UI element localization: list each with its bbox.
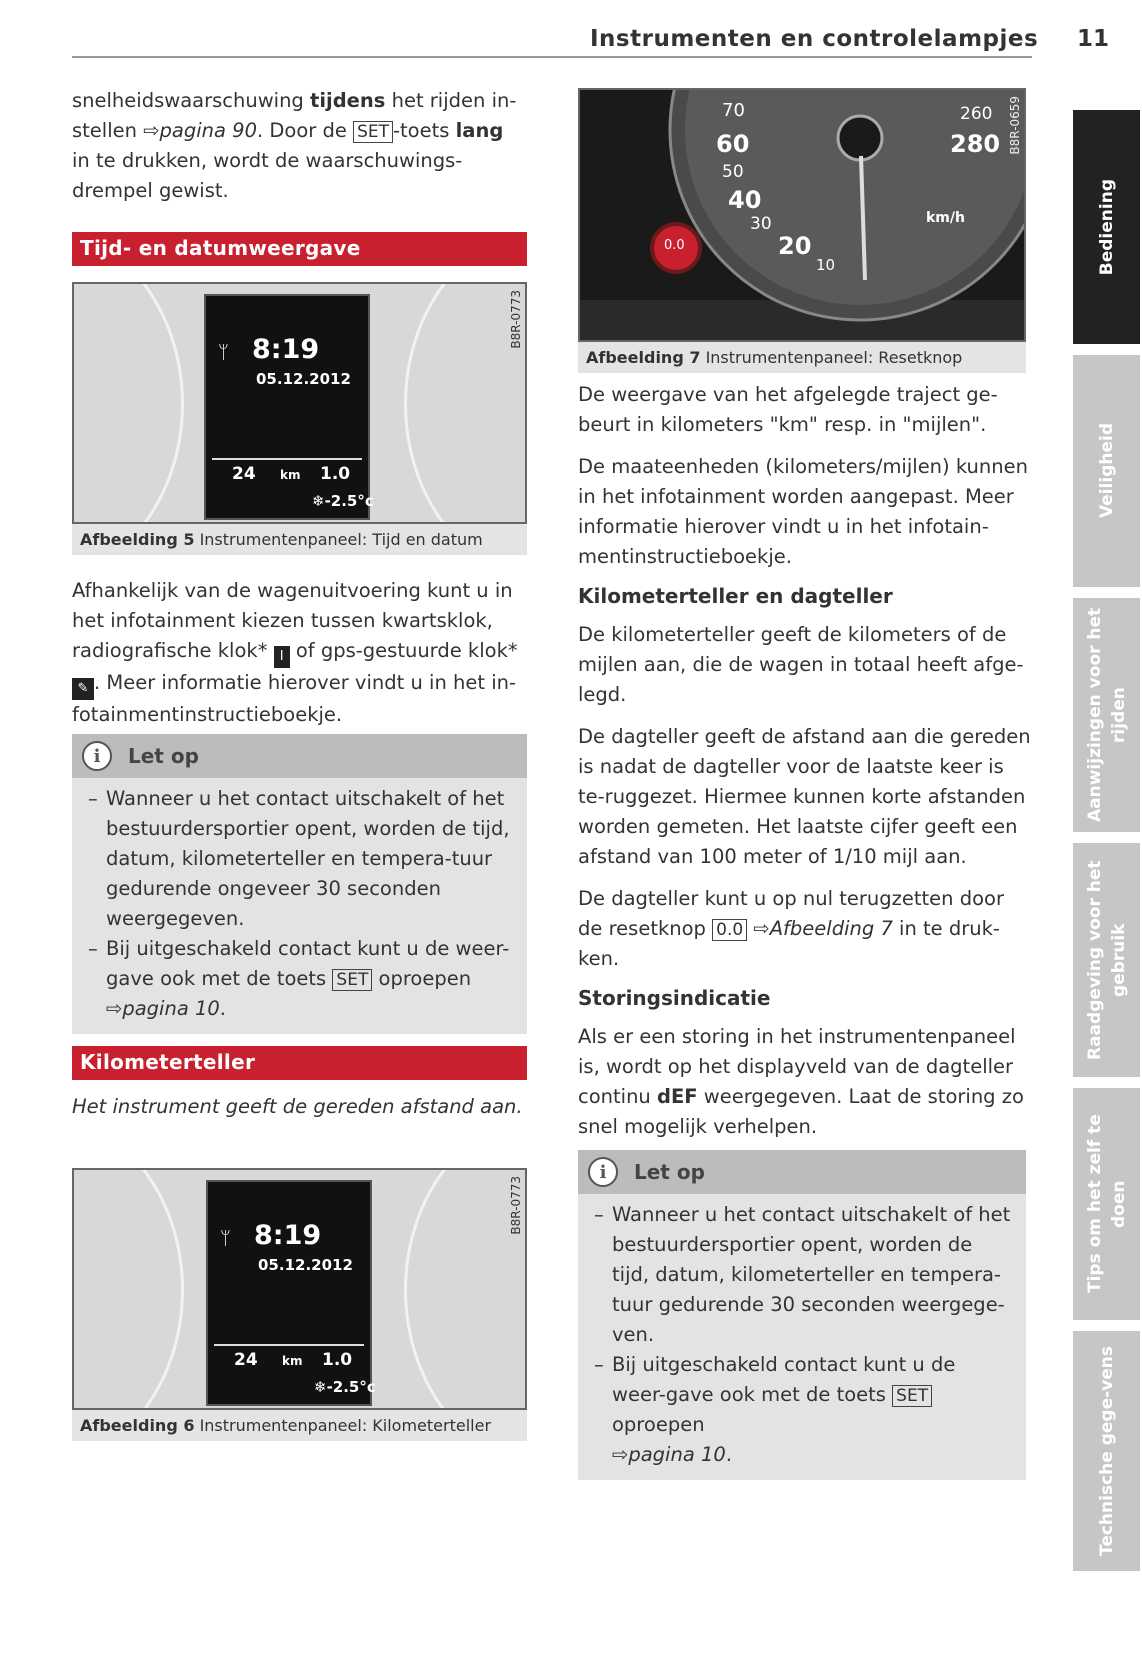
side-tab-tips[interactable]: Tips om het zelf te doen [1073,1088,1140,1320]
figure-code: B8R-0773 [509,290,523,349]
arrow-icon: ⇨ [143,119,160,142]
info-icon: i [588,1157,618,1187]
note-header [578,1150,1026,1194]
figure-5 [72,282,527,555]
left-column [72,86,527,218]
note-item: – Bij uitgeschakeld contact kunt u de weer-gave ook met de toets SET oproepen ⇨pagina 10. [88,937,510,1020]
figure-5-image [72,282,527,524]
side-tab-bediening[interactable]: Bediening [1073,110,1140,344]
note-item: – Bij uitgeschakeld contact kunt u de weer-gave ook met de toets SET oproepen ⇨pagina 10. [594,1353,956,1466]
info-icon: i [82,741,112,771]
heading-kilometerteller-dagteller: Kilometerteller en dagteller [578,584,893,608]
note-item: – Wanneer u het contact uitschakelt of het bestuurdersportier opent, worden de tijd, datum, kilometerteller en tempera-tuur gedurende ongeveer 30 seconden weergegeven. [88,787,510,930]
note-title: Let op [634,1160,705,1184]
display-divider [214,1344,364,1346]
display-distance: 1.0 [322,1350,353,1370]
clock-paragraph: Afhankelijk van de wagenuitvoering kunt u in het infotainment kiezen tussen kwartsklok, radiografische klok* I of gps-gestuurde klok* ✎ . Meer informatie hierover vindt u in het in-fotainmentinstructieboekje. [72,579,518,726]
note-box-left [72,734,527,1034]
arrow-icon: ⇨ [106,997,123,1020]
paragraph-dagteller: De dagteller geeft de afstand aan die gereden is nadat de dagteller voor de laatste keer is te-ruggezet. Hiermee kunnen korte afstanden worden gemeten. Het laatste cijfer geeft een afstand van 100 meter of 1/10 mijl aan. [578,725,1031,868]
speed-tick-label: 50 [722,162,744,182]
display-temperature: ❄-2.5°c [312,492,374,510]
driver-info-display [204,294,374,520]
display-trip: 24 [232,464,256,484]
note-item: – Wanneer u het contact uitschakelt of het bestuurdersportier opent, worden de tijd, datum, kilometerteller en tempera-tuur gedurende 30 seconden weergege-ven. [594,1203,1011,1346]
paragraph-storing: Als er een storing in het instrumentenpaneel is, wordt op het displayveld van de dagteller continu dEF weergegeven. Laat de storing zo snel mogelijk verhelpen. [578,1025,1024,1138]
display-date: 05.12.2012 [256,370,351,388]
set-key-label: SET [353,121,393,143]
left-gauge-arc [72,1168,184,1410]
speed-tick-label: 70 [722,100,745,121]
figure-link[interactable]: Afbeelding 7 [769,917,893,940]
display-divider [212,458,362,460]
paragraph-km-mijlen: De weergave van het afgelegde traject ge-beurt in kilometers "km" resp. in "mijlen". [578,383,998,436]
display-date: 05.12.2012 [258,1256,353,1274]
section-lead: Het instrument geeft de gereden afstand aan. [72,1095,523,1118]
antenna-icon: ᛘ [218,342,229,363]
reset-key-label: 0.0 [712,919,747,941]
figure-6-image [72,1168,527,1410]
figure-7 [578,88,1026,373]
side-tab-veiligheid[interactable]: Veiligheid [1073,355,1140,587]
paragraph-kilometerteller: De kilometerteller geeft de kilometers of de mijlen aan, die de wagen in totaal heeft afge-legd. [578,623,1024,706]
speed-tick-label: 280 [950,130,1001,158]
side-tab-technische-gegevens[interactable]: Technische gege-vens [1073,1331,1140,1571]
display-trip: 24 [234,1350,258,1370]
paragraph-resetknop: De dagteller kunt u op nul terugzetten door de resetknop 0.0 ⇨Afbeelding 7 in te druk-ken. [578,887,1004,970]
note-box-right [578,1150,1026,1480]
page-link[interactable]: pagina 10 [628,1443,726,1466]
section-title-kilometerteller: Kilometerteller [72,1046,527,1080]
gps-clock-icon: ✎ [72,678,94,700]
running-header-title: Instrumenten en controlelampjes [590,26,1039,52]
display-unit: km [280,468,301,482]
page-link[interactable]: pagina 90 [159,119,257,142]
left-gauge-arc [72,282,184,524]
figure-5-caption: Afbeelding 5 Instrumentenpaneel: Tijd en datum [72,524,527,555]
arrow-icon: ⇨ [612,1443,629,1466]
section-title-tijd-datum: Tijd- en datumweergave [72,232,527,266]
display-distance: 1.0 [320,464,351,484]
side-tab-aanwijzingen[interactable]: Aanwijzingen voor het rijden [1073,598,1140,832]
page-number: 11 [1077,26,1110,52]
speed-tick-label: 40 [728,186,762,214]
set-key-label: SET [892,1385,932,1407]
side-tab-raadgeving[interactable]: Raadgeving voor het gebruik [1073,843,1140,1077]
right-text-column [578,380,1033,1154]
speed-tick-label: 20 [778,232,812,260]
figure-7-image [578,88,1026,342]
arrow-icon: ⇨ [753,917,770,940]
figure-7-caption: Afbeelding 7 Instrumentenpaneel: Resetknop [578,342,1026,373]
figure-code: B8R-0659 [1008,96,1022,155]
paragraph-maateenheden: De maateenheden (kilometers/mijlen) kunnen in het infotainment worden aangepast. Meer informatie hierover vindt u in het infotain-mentinstructieboekje. [578,455,1028,568]
figure-6-caption: Afbeelding 6 Instrumentenpaneel: Kilometerteller [72,1410,527,1441]
note-title: Let op [128,744,199,768]
set-key-label: SET [332,969,372,991]
radio-clock-icon: I [274,646,290,668]
speed-tick-label: 30 [750,214,772,234]
speed-tick-label: 260 [960,104,993,124]
figure-6 [72,1168,527,1441]
speed-tick-label: 10 [816,256,836,274]
speed-tick-label: 60 [716,130,750,158]
page-link[interactable]: pagina 10 [122,997,220,1020]
figure-code: B8R-0773 [509,1176,523,1235]
intro-paragraph: snelheidswaarschuwing tijdens het rijden in-stellen ⇨pagina 90. Door de SET -toets lang in te drukken, wordt de waarschuwings-drempel gewist. [72,89,517,202]
reset-button-label: 0.0 [664,238,685,253]
display-time: 8:19 [252,334,320,365]
antenna-icon: ᛘ [220,1228,231,1249]
note-header [72,734,527,778]
display-unit: km [282,1354,303,1368]
header-divider [72,56,1032,58]
driver-info-display [206,1180,376,1406]
speed-unit-label: km/h [926,210,965,226]
display-time: 8:19 [254,1220,322,1251]
display-temperature: ❄-2.5°c [314,1378,376,1396]
heading-storingsindicatie: Storingsindicatie [578,986,771,1010]
